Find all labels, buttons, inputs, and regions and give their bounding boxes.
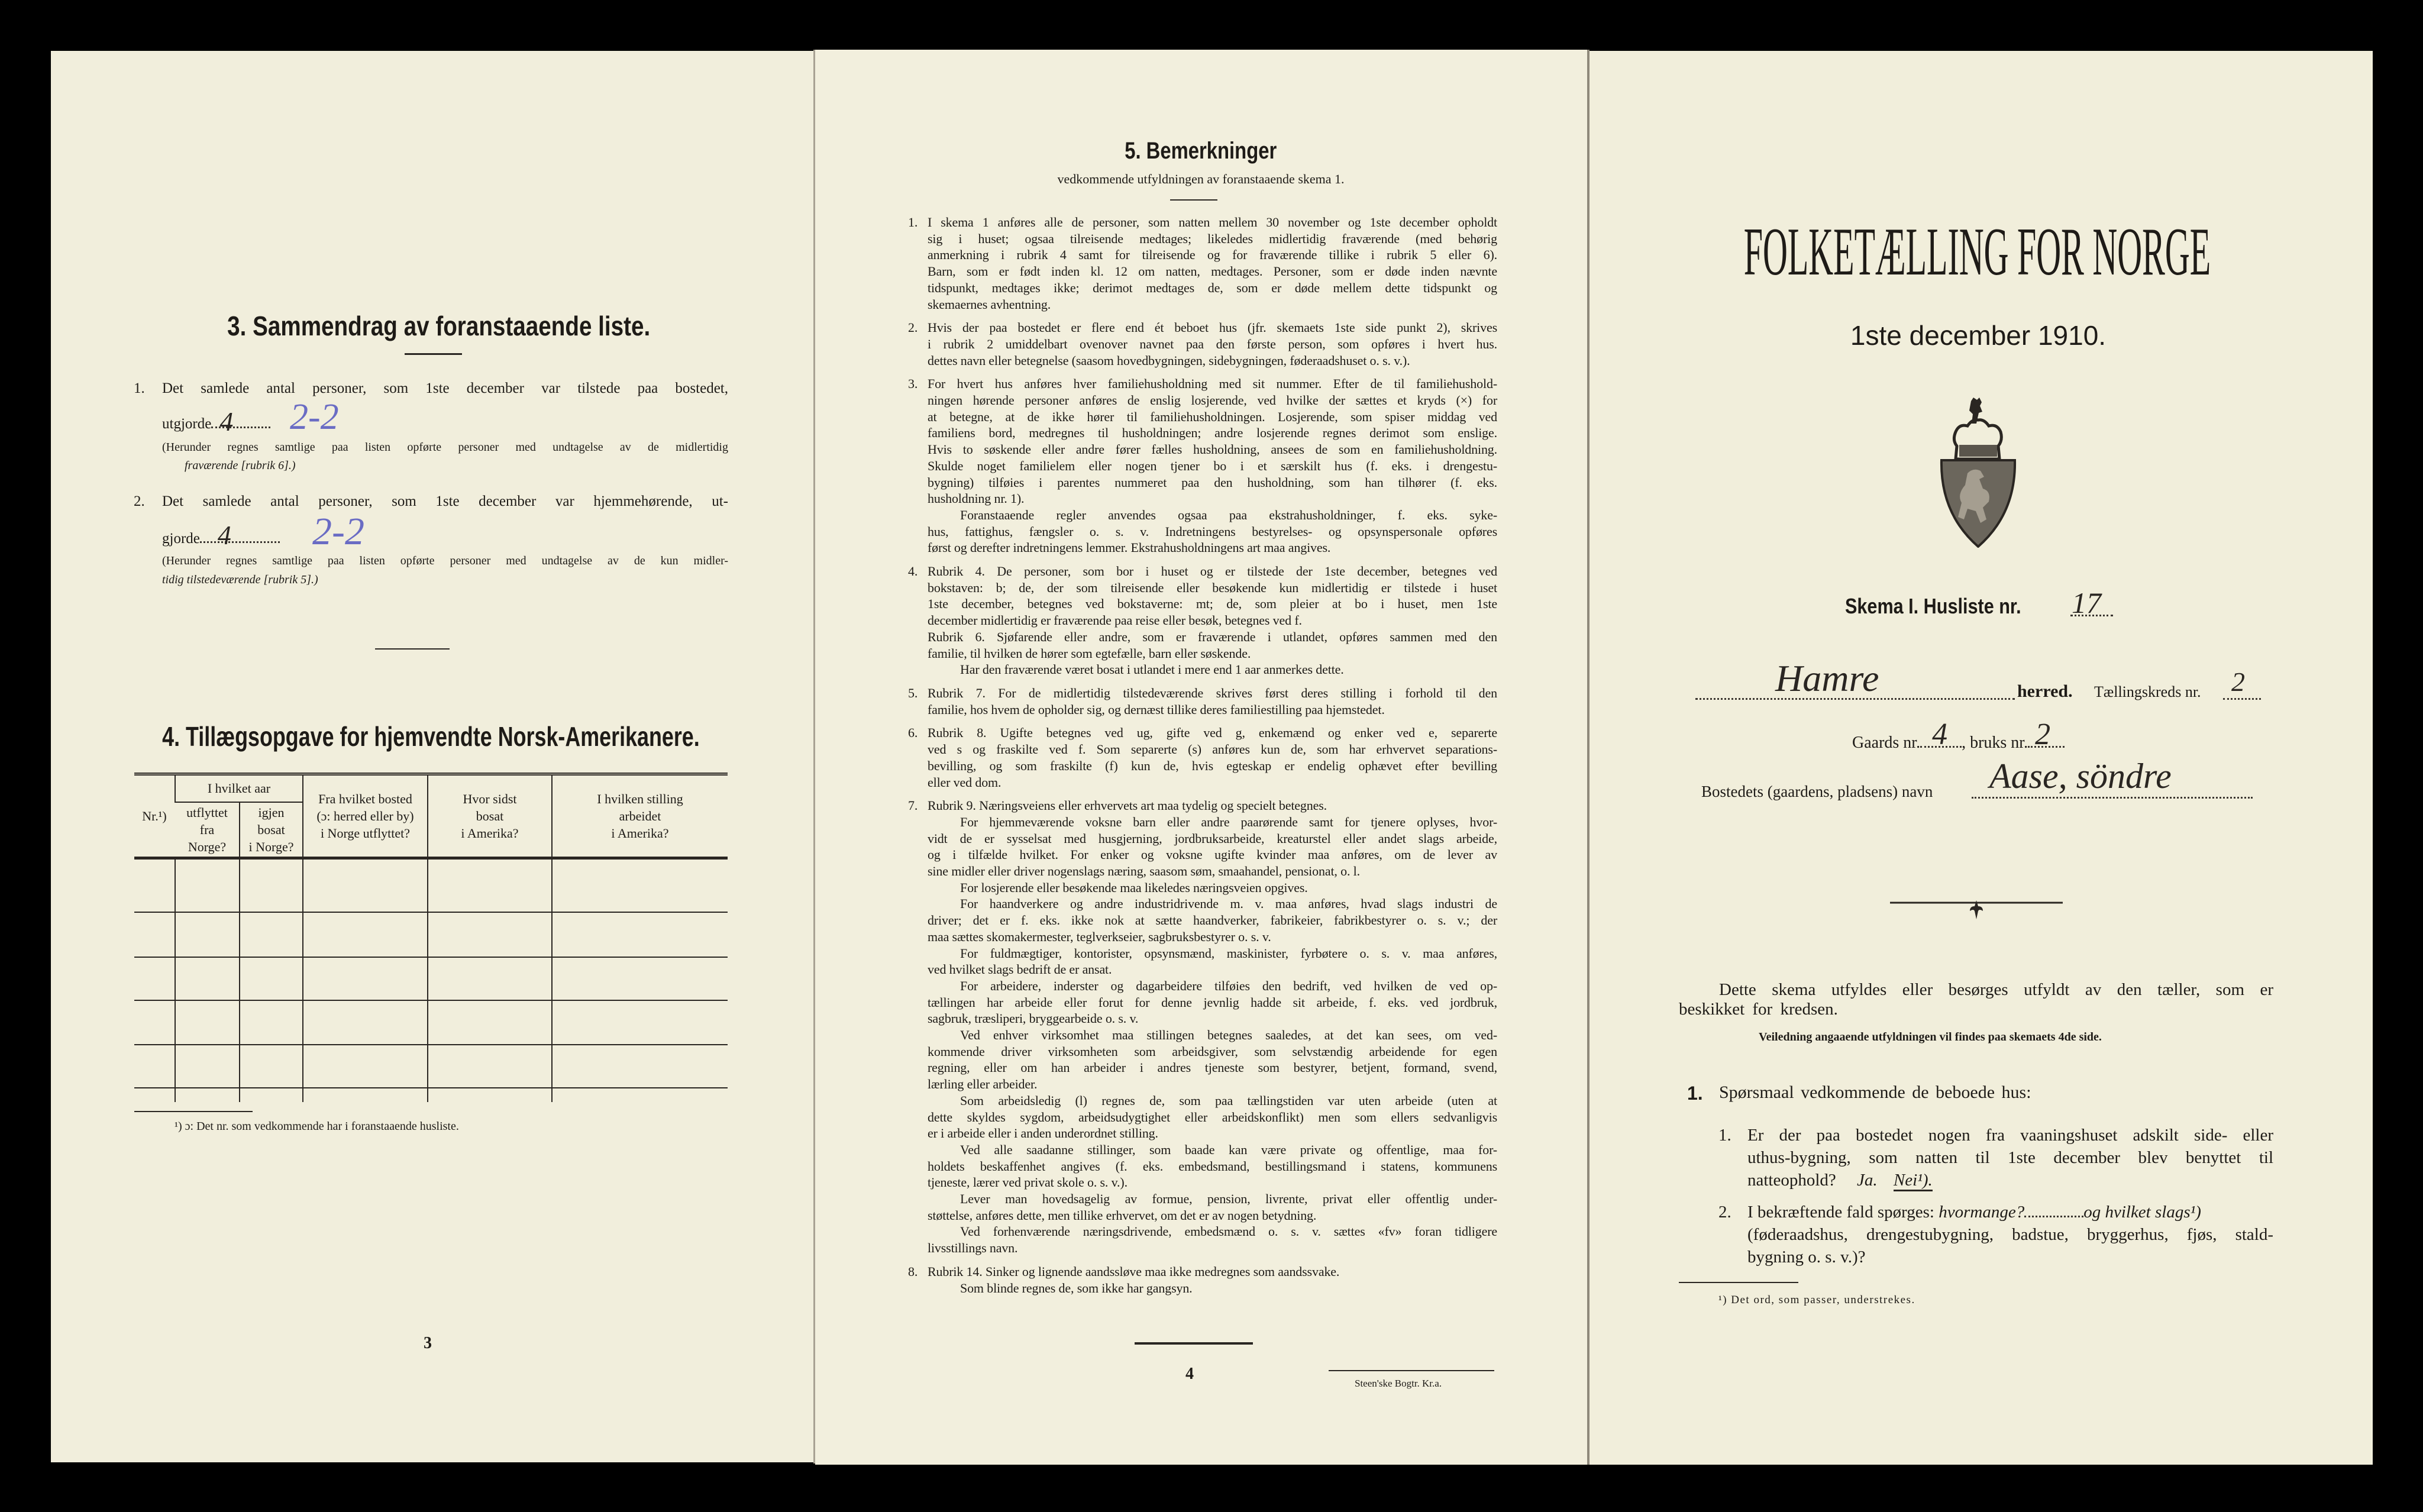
page-number: 4 [1185,1365,1194,1383]
remark-line: kommende driver virksomheten som arbeidsgiver, som selvstændig arbeidende for egen [928,1043,1497,1059]
table-cell [134,957,175,1000]
table-cell [552,957,728,1000]
table-row [134,1000,728,1045]
remark-line: sagbruk, træsliperi, bryggearbeide o. s. v. [928,1011,1139,1026]
remark-item [908,797,1497,1256]
remark-line: tjeneste, lærer ved privat skole o. s. v.). [928,1175,1127,1190]
handwritten-count: 4 [217,520,231,550]
table-cell [303,1045,428,1088]
remark-item [908,725,1497,790]
remark-item [908,376,1497,556]
remark-line: Som arbeidsledig (l) regnes de, som paa tællingstiden var uten arbeide (uten at [960,1093,1497,1108]
table-cell [303,957,428,1000]
item-note-cont: fraværende [rubrik 6].) [185,459,296,472]
remark-line: familie, til hvilken de hører som egtefælle, barn eller søskende. [928,645,1251,661]
remark-number: 4. [908,564,918,579]
question-line [1747,1201,2273,1223]
remark-line: livsstillings navn. [928,1240,1018,1256]
header-line: i Amerika? [461,826,519,841]
remark-line: tællingen har arbeide eller forut for denne jevnlig hadde sit arbeide, f. eks. ved jordbruk, [928,994,1497,1010]
bruks-label: , bruks nr. [1962,734,2028,752]
item-text: Det samlede antal personer, som 1ste december var hjemmehørende, ut- [162,493,728,509]
table-cell [175,1088,240,1102]
intro-text: Dette skema utfyldes eller besørges utfyldt av den tæller, som er [1719,980,2273,999]
left-page [51,51,814,1462]
question-text: (føderaadshus, drengestubygning, badstue, bryggerhus, fjøs, stald- [1747,1225,2273,1244]
header-nr: Nr.¹) [134,774,175,858]
item-number: 2. [134,493,145,509]
remark-line: For losjerende eller besøkende maa likeledes næringsveien opgives. [960,880,1308,895]
remark-line: Rubrik 8. Ugifte betegnes ved ug, gifte ved g, enkemænd og enker ved e, separerte [928,725,1497,741]
table-cell [428,957,552,1000]
header-line: bosat [476,809,504,823]
remark-line: regning, eller om han arbeider i andres tjeneste som bestyrer, betjent, formand, svend, [928,1060,1497,1075]
remark-line: For hvert hus anføres hver familiehusholdning med sit nummer. Efter de til familiehushold- [928,376,1497,392]
table-cell [134,858,175,912]
question-section-title: Spørsmaal vedkommende de beboede hus: [1719,1083,2031,1102]
remark-line: og i tilfælde hvilket. For enker og voksne ugifte kvinder maa anføres, om de lever av [928,847,1497,862]
item-note-cont: tidig tilstedeværende [rubrik 5].) [162,573,318,586]
skema-label: Skema I. Husliste nr. [1845,594,2021,618]
table-row [134,1088,728,1102]
remark-line: For arbeidere, inderster og dagarbeidere tilføies den bedrift, ved hvilken de ved op- [960,978,1497,993]
remark-line: Hvis der paa bostedet er flere end ét beboet hus (jfr. skemaets 1ste side punkt 2), skrives [928,320,1497,335]
kreds-label: Tællingskreds nr. [2094,683,2201,700]
remark-line: Ved enhver virksomhet maa stillingen betegnes saaledes, at det kan sees, om ved- [960,1028,1497,1043]
bruks-value: 2 [2035,718,2051,751]
remark-line: holdets beskaffenhet angives (f. eks. embedsmand, bestillingsmand i statens, kommunens [928,1158,1497,1174]
footnote-rule [1679,1282,1798,1283]
remark-line: Rubrik 9. Næringsveiens eller erhvervets art maa tydelig og specielt betegnes. [928,798,1327,813]
remark-number: 6. [908,725,918,741]
remark-number: 1. [908,215,918,230]
header-line: (ɔ: herred eller by) [316,809,414,823]
remark-line: For fuldmægtiger, kontorister, opsynsmænd, maskinister, fyrbøtere o. s. v. maa anføres, [960,945,1497,961]
remark-line: Hvis to søskende eller andre fører fælles husholdning, ansees de som en familiehusholdning. [928,442,1497,457]
remark-line: er i arbeide eller i anden underordnet stilling. [928,1126,1158,1141]
table-row [134,957,728,1000]
remark-line: lærling eller arbeider. [928,1077,1038,1092]
item-note: (Herunder regnes samtlige paa listen opførte personer med undtagelse av de kun midler- [162,554,728,567]
husliste-number: 17 [2072,586,2101,619]
header-line: Fra hvilket bosted [318,791,412,806]
remark-item [908,563,1497,678]
divider [375,648,450,650]
gaards-line [1852,718,2065,752]
handwritten-count: 4 [219,406,234,437]
table-cell [175,957,240,1000]
gaards-label: Gaards nr. [1852,734,1921,752]
remark-line: Rubrik 4. De personer, som bor i huset og er tilstede der 1ste december, betegnes ved [928,564,1497,579]
husliste-field [2070,586,2113,619]
remark-number: 7. [908,798,918,813]
question-1 [1718,1124,2273,1191]
gutter-line-right [1587,50,1590,1465]
header-line: Norge? [188,839,227,854]
kreds-field [2223,667,2261,700]
question-section-number: 1. [1687,1083,1703,1104]
table-row [134,1045,728,1088]
question-text: Er der paa bostedet nogen fra vaaningshuset adskilt side- eller [1747,1126,2273,1145]
divider [1135,1342,1253,1345]
item-text: Det samlede antal personer, som 1ste december var tilstede paa bostedet, [162,380,728,396]
kreds-value: 2 [2231,667,2245,697]
remark-number: 2. [908,320,918,335]
remark-line: støttelse, anføres dette, men tillike erhvervet, om det er av nogen betydning. [928,1207,1317,1223]
table-cell [552,912,728,957]
header-line: i Norge utflyttet? [320,826,411,841]
remark-line: Rubrik 6. Sjøfarende eller andre, som er fraværende i utlandet, opføres sammen med den [928,629,1497,644]
remark-line: vidt de er sysselsat med husgjerning, jordbruksarbeide, kreaturstel eller andet slags arbeide, [928,831,1497,846]
question-text: hvormange? [1939,1203,2025,1222]
divider [1329,1370,1494,1371]
table-cell [240,858,303,912]
remark-line: tidspunkt, medtages ikke; derimot medtages de, som er døde mellem dette tidspunkt og [928,280,1497,295]
question-number: 1. [1718,1126,1731,1145]
guidance-text: Veiledning angaaende utfyldningen vil findes paa skemaets 4de side. [1759,1030,2102,1043]
bosted-value: Aase, söndre [1989,757,2172,796]
table-cell [552,1088,728,1102]
remark-line: ningen hørende personer anføres de enslig losjerende, ved hvilke der sættes et kryds (×) for [928,393,1497,408]
table-cell [552,1045,728,1088]
norsk-amerikanere-table [134,773,728,1102]
table-cell [240,912,303,957]
divider [405,353,462,355]
blue-annotation: 2-2 [290,397,339,437]
herred-value: Hamre [1775,657,1879,699]
field-label: utgjorde [162,416,212,432]
table-cell [552,858,728,912]
header-line: utflyttet [186,805,228,820]
remark-line: eller ved dom. [928,774,1001,790]
header-line: arbeidet [619,809,661,823]
remark-line: sine midler eller driver nogenslags næring, saasom søm, smaahandel, pensionat, o. l. [928,864,1360,879]
option-ja[interactable]: Ja. [1857,1171,1878,1190]
herred-field [1695,657,2015,700]
header-line: i Amerika? [611,826,669,841]
item-note: (Herunder regnes samtlige paa listen opførte personer med undtagelse av de midlertidig [162,441,728,454]
table-cell [134,1045,175,1088]
gaards-value: 4 [1932,718,1948,751]
question-text: bygning o. s. v.)? [1747,1248,1866,1267]
remark-line: sig i huset; ogsaa tilreisende medtages; likeledes midlertidig fraværende (med behørig [928,231,1497,246]
remark-line: dettes navn eller betegnelse (saasom hovedbygningen, sidebygningen, føderaadshuset o. s. v.). [928,353,1410,368]
table-cell [303,858,428,912]
header-line: fra [199,822,215,837]
remark-number: 3. [908,376,918,392]
header-occupation [552,774,728,858]
remark-line: Skulde noget familielem eller nogen tjener bo i et særskilt hus (f. eks. i drengestu- [928,458,1497,473]
gjorde-field [162,520,280,550]
table-cell [240,1088,303,1102]
intro-text-cont: beskikket for kredsen. [1679,1000,1838,1019]
table-cell [428,1045,552,1088]
table-cell [175,1000,240,1045]
remark-line: bevilling, og som fraskilte (f) kun de, hvis egteskap er endelig ophævet efter bevilling [928,758,1497,773]
table-cell [134,1000,175,1045]
remarks-title: 5. Bemerkninger [1125,138,1277,164]
remark-line: ved s og fraskilte ved f. Som separerte (s) anføres kun de, som har erhvervet separations- [928,742,1497,757]
question-text: uthus-bygning, som natten til 1ste december blev benyttet til [1747,1148,2273,1167]
remark-number: 5. [908,685,918,700]
remark-line: dette skyldes sygdom, arbeidsudygtighet eller arbeidskonflikt) men som ellers sedvanligvis [928,1109,1497,1125]
field-label: gjorde [162,531,200,547]
remark-line: at betegne, at de ikke hører til familiehusholdningen. Losjerende, som spiser middag ved [928,409,1497,424]
norway-coat-of-arms-icon [1937,396,2020,548]
skema-line [1845,594,2052,619]
table-cell [428,1088,552,1102]
table-cell [175,1045,240,1088]
remark-line: Lever man hovedsagelig av formue, pension, livrente, privat eller offentlig under- [960,1191,1497,1207]
answer-line [1747,1169,2273,1191]
remark-line: bygning) tilføies i parentes nummeret paa den husholdning, som han tilhører (f. eks. [928,474,1497,490]
remark-line: bokstaven: b; de, der som tilreisende eller besøkende kun midlertidig er tilstede i huset [928,580,1497,595]
header-line: Hvor sidst [463,791,517,806]
remark-line: maa sættes skomakermester, teglverkseier, sagbruksbestyrer o. s. v. [928,929,1271,944]
remark-line: i rubrik 2 umiddelbart ovenover navnet paa den første person, som opføres i hvert hus. [928,336,1497,351]
remarks-subtitle: vedkommende utfyldningen av foranstaaende skema 1. [1057,172,1345,186]
remark-line: skemaernes avhentning. [928,296,1051,312]
question-text: natteophold? [1747,1171,1836,1190]
remark-line: Har den fraværende været bosat i utlandet i mere end 1 aar anmerkes dette. [960,662,1344,677]
remark-item [908,685,1497,718]
header-emigrated [175,802,240,858]
header-from [303,774,428,858]
utgjorde-field [162,406,270,437]
remark-line: hus, fattighus, fængsler o. s. v. Indretningens bestyrelses- og opsynspersonale opføres [928,524,1497,539]
table-row [134,912,728,957]
remarks-list [908,214,1497,1303]
remark-line: Rubrik 14. Sinker og lignende aandssløve maa ikke medregnes som aandssvake. [928,1264,1340,1279]
header-line: igjen [258,805,285,820]
header-line: bosat [257,822,285,837]
divider [1170,199,1217,201]
remark-line: I skema 1 anføres alle de personer, som natten mellem 30 november og 1ste december opholdt [928,215,1497,230]
gutter-line-left [813,50,815,1463]
table-cell [552,1000,728,1045]
question-text: og hvilket slags¹) [2083,1203,2201,1222]
table-cell [428,1000,552,1045]
remark-line: For hjemmeværende voksne barn eller andre paarørende samt for tjenere oplyses, hvor- [960,814,1497,829]
footnote-rule [134,1111,253,1112]
section4-heading: 4. Tillægsopgave for hjemvendte Norsk-Amerikanere. [162,721,700,752]
option-nei-selected[interactable]: Nei¹). [1894,1171,1933,1191]
header-returned [240,802,303,858]
printer-imprint: Steen'ske Bogtr. Kr.a. [1355,1378,1442,1389]
bosted-label: Bostedets (gaardens, pladsens) navn [1701,783,1933,800]
page-number: 3 [424,1334,432,1352]
remark-line: Som blinde regnes de, som ikke har gangsyn. [960,1280,1193,1295]
remark-line: husholdning nr. 1). [928,491,1025,506]
remark-item [908,214,1497,312]
header-year-group: I hvilket aar [175,774,303,802]
remark-line: For haandverkere og andre industridrivende m. v. maa anføres, hvad slags industri de [960,896,1497,912]
remark-line: familiens bord, medregnes til husholdningen; andre losjerende regnes derimot som enslige. [928,425,1497,441]
table-cell [240,957,303,1000]
remark-line: Barn, som er født inden kl. 12 om natten, medtages. Personer, som er døde inden nævnte [928,264,1497,279]
item-number: 1. [134,380,145,396]
question-2 [1718,1201,2273,1268]
remark-line: først og derefter indretningens lemmer. Ekstrahusholdningens art maa angives. [928,540,1331,555]
remark-line: Ved alle saadanne stillinger, som baade kan være private og offentlige, maa for- [960,1142,1497,1157]
remark-line: Rubrik 7. For de midlertidig tilstedeværende skrives først deres stilling i forhold til den [928,685,1497,700]
census-title: FOLKETÆLLING FOR NORGE [1743,214,2211,290]
remark-line: 1ste december, betegnes ved bokstaverne: mt; de, som pleier at bo i huset, men 1ste [928,596,1497,612]
remark-line: Ved forhenværende næringsdrivende, embedsmænd o. s. v. sættes «fv» foran tidligere [960,1224,1497,1239]
table-cell [175,858,240,912]
table-cell [303,1000,428,1045]
header-line: I hvilken stilling [597,791,683,806]
remark-line: Foranstaaende regler anvendes ogsaa paa ekstrahusholdninger, f. eks. syke- [960,507,1497,522]
table-cell [240,1045,303,1088]
remark-item [908,319,1497,369]
header-line: i Norge? [248,839,294,854]
table-row [134,858,728,912]
bosted-field [1972,757,2253,799]
census-date: 1ste december 1910. [1850,320,2107,351]
table-cell [175,912,240,957]
section3-heading: 3. Sammendrag av foranstaaende liste. [227,311,651,341]
ornament-divider [1890,899,2063,923]
question-number: 2. [1718,1203,1731,1222]
blue-annotation: 2-2 [312,510,364,553]
footnote: ¹) Det ord, som passer, understrekes. [1718,1294,1915,1306]
header-where [428,774,552,858]
table-cell [134,1088,175,1102]
table-cell [428,912,552,957]
remark-line: ved hvilket slags bedrift de er ansat. [928,962,1112,977]
remark-line: familie, hos hvem de opholder sig, og dernæst tillike deres familiestilling paa hjemstedet. [928,702,1385,717]
table-cell [240,1000,303,1045]
question-text: I bekræftende fald spørges: [1747,1203,1934,1222]
remark-line: december midlertidig er fraværende paa reise eller besøk, betegnes ved f. [928,613,1302,628]
remark-line: anmerkning i rubrik 4 samt for tilreisende og for fraværende tillike i rubrik 5 eller 6). [928,247,1497,263]
remark-number: 8. [908,1264,918,1279]
table-cell [428,858,552,912]
herred-label: herred. [2017,681,2073,701]
remark-line: driver; det er f. eks. ikke nok at sætte haandverker, fabrikeier, fabrikbestyrer o. s. v.; der [928,913,1497,928]
table-cell [303,1088,428,1102]
remark-item [908,1264,1497,1296]
table-cell [134,912,175,957]
table-footnote: ¹) ɔ: Det nr. som vedkommende har i foranstaaende husliste. [175,1120,459,1133]
table-cell [303,912,428,957]
